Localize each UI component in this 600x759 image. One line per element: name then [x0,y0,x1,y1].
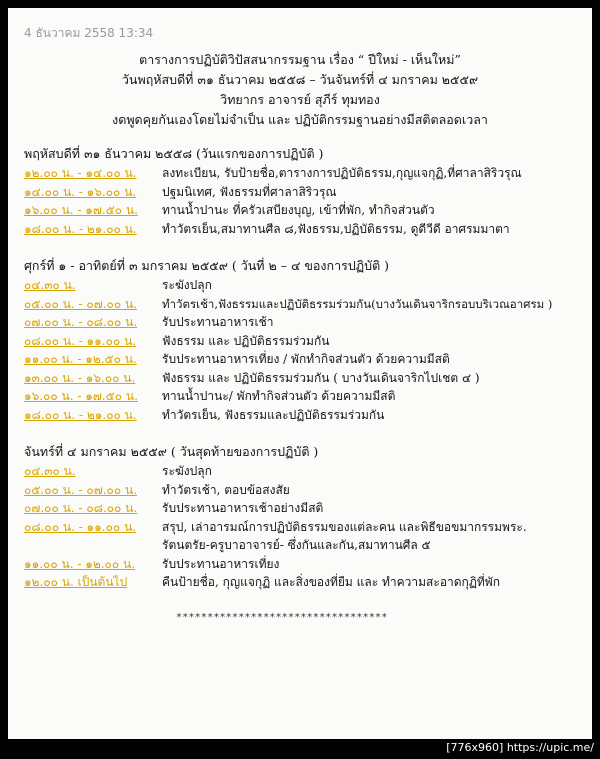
row-time: ๑๖.๐๐ น. - ๑๗.๕๐ น. [24,203,138,217]
row-activity: ปฐมนิเทศ, ฟังธรรมที่ศาลาสิริวรุณ [162,184,337,199]
schedule-section-days2-4 [24,256,584,424]
row-time: ๐๕.๐๐ น. - ๐๗.๐๐ น. [24,296,138,311]
schedule-row [24,220,584,239]
row-activity: ทานน้ำปานะ ที่ครัวเสบียงบุญ, เข้าที่พัก, ทำกิจส่วนตัว [162,203,435,217]
row-activity: รับประทานอาหารเที่ยง / พักทำกิจส่วนตัว ด้วยความมีสติ [162,352,450,366]
row-time: ๑๒.๐๐ น. - ๑๔.๐๐ น. [24,166,137,180]
row-activity: คืนป้ายชื่อ, กุญแจกุฏิ และสิ่งของที่ยืม และ ทำความสะอาดกุฏิที่พัก [162,575,500,589]
row-activity: ฟังธรรม และ ปฏิบัติธรรมร่วมกัน [162,333,330,348]
schedule-row [24,164,584,183]
row-activity: สรุป, เล่าอารมณ์การปฏิบัติธรรมของแต่ละคน และพิธีขอขมากรรมพระ. [162,519,527,534]
header-rule: งดพูดคุยกันเองโดยไม่จำเป็น และ ปฏิบัติกรรมฐานอย่างมีสติตลอดเวลา [112,112,488,127]
schedule-row [24,481,584,500]
row-activity: ทานน้ำปานะ/ พักทำกิจส่วนตัว ด้วยความมีสติ [162,389,396,403]
row-time: ๑๖.๐๐ น. - ๑๗.๕๐ น. [24,389,138,403]
row-activity-continued: รัตนตรัย-ครูบาอาจารย์- ซึ่งกันและกัน,สมาทานศีล ๕ [162,538,431,552]
row-time: ๐๕.๐๐ น. - ๐๗.๐๐ น. [24,482,138,497]
schedule-row [24,332,584,351]
schedule-row [24,518,584,537]
row-time: ๐๗.๐๐ น. - ๐๘.๐๐ น. [24,315,138,329]
schedule-row [24,573,584,592]
header-title: ตารางการปฏิบัติวิปัสสนากรรมฐาน เรื่อง “ ปีใหม่ - เห็นใหม่” [139,52,461,67]
row-activity: รับประทานอาหารเช้า [162,315,274,329]
section-title: ศุกร์ที่ ๑ - อาทิตย์ที่ ๓ มกราคม ๒๕๕๙ ( วันที่ ๒ – ๔ ของการปฏิบัติ ) [24,258,390,273]
header-dates: วันพฤหัสบดีที่ ๓๑ ธันวาคม ๒๕๕๘ – วันจันทร์ที่ ๔ มกราคม ๒๕๕๙ [121,72,479,87]
row-activity: รับประทานอาหารเช้าอย่างมีสติ [162,501,324,515]
capture-datetime: 4 ธันวาคม 2558 13:34 [24,26,154,40]
schedule-row [24,369,584,388]
row-time: ๑๒.๐๐ น. เป็นต้นไป [24,575,128,589]
row-time: ๑๘.๐๐ น. - ๒๑.๐๐ น. [24,407,137,422]
schedule-row [24,406,584,425]
row-time: ๑๓.๐๐ น. - ๑๖.๐๐ น. [24,370,136,385]
schedule-row [24,536,584,555]
row-activity: ลงทะเบียน, รับป้ายชื่อ,ตารางการปฏิบัติธรรม,กุญแจกุฏิ,ที่ศาลาสิริวรุณ [162,166,522,180]
row-time: ๑๔.๐๐ น. - ๑๖.๐๐ น. [24,184,137,199]
row-activity: ฟังธรรม และ ปฏิบัติธรรมร่วมกัน ( บางวันเดินจาริกไปเชต ๔ ) [162,370,480,385]
schedule-row [24,313,584,332]
row-activity: ระฆังปลุก [162,464,212,478]
row-time: ๑๑.๐๐ น. - ๑๒.๐๐ น. [24,556,136,571]
row-time: ๐๔.๓๐ น. [24,464,76,478]
schedule-row [24,201,584,220]
document-page [8,8,592,739]
row-activity: ระฆังปลุก [162,278,212,292]
row-time: ๑๑.๐๐ น. - ๑๒.๕๐ น. [24,352,137,366]
schedule-section-day1 [24,144,584,238]
row-activity: ทำวัตรเช้า, ตอบข้อสงสัย [162,482,290,497]
row-time: ๐๗.๐๐ น. - ๐๘.๐๐ น. [24,501,138,515]
row-activity: รับประทานอาหารเที่ยง [162,556,280,571]
row-time: ๐๘.๐๐ น. - ๑๑.๐๐ น. [24,519,137,534]
schedule-row [24,555,584,574]
schedule-row [24,295,584,314]
row-time: ๑๘.๐๐ น. - ๒๑.๐๐ น. [24,221,137,236]
schedule-row [24,350,584,369]
schedule-row [24,499,584,518]
separator-stars: ********************************** [176,612,388,623]
row-activity: ทำวัตรเช้า,ฟังธรรมและปฏิบัติธรรมร่วมกัน(บางวันเดินจาริกรอบบริเวณอาศรม ) [162,296,553,311]
header-instructor: วิทยากร อาจารย์ สุภีร์ ทุมทอง [220,92,380,107]
row-activity: ทำวัตรเย็น,สมาทานศีล ๘,ฟังธรรม,ปฏิบัติธรรม, ดูดีวีดี อาศรมมาตา [162,221,510,236]
section-title: จันทร์ที่ ๔ มกราคม ๒๕๕๙ ( วันสุดท้ายของการปฏิบัติ ) [24,444,319,459]
schedule-row [24,387,584,406]
schedule-row [24,183,584,202]
row-activity: ทำวัตรเย็น, ฟังธรรมและปฏิบัติธรรมร่วมกัน [162,407,385,422]
schedule-row [24,276,584,295]
document-header [8,50,592,130]
schedule-row [24,462,584,481]
watermark-text: [776x960] https://upic.me/ [446,741,594,754]
row-time: ๐๘.๐๐ น. - ๑๑.๐๐ น. [24,333,137,348]
schedule-section-final-day [24,442,584,592]
section-title: พฤหัสบดีที่ ๓๑ ธันวาคม ๒๕๕๘ (วันแรกของการปฏิบัติ ) [24,146,324,161]
row-time: ๐๔.๓๐ น. [24,278,76,292]
